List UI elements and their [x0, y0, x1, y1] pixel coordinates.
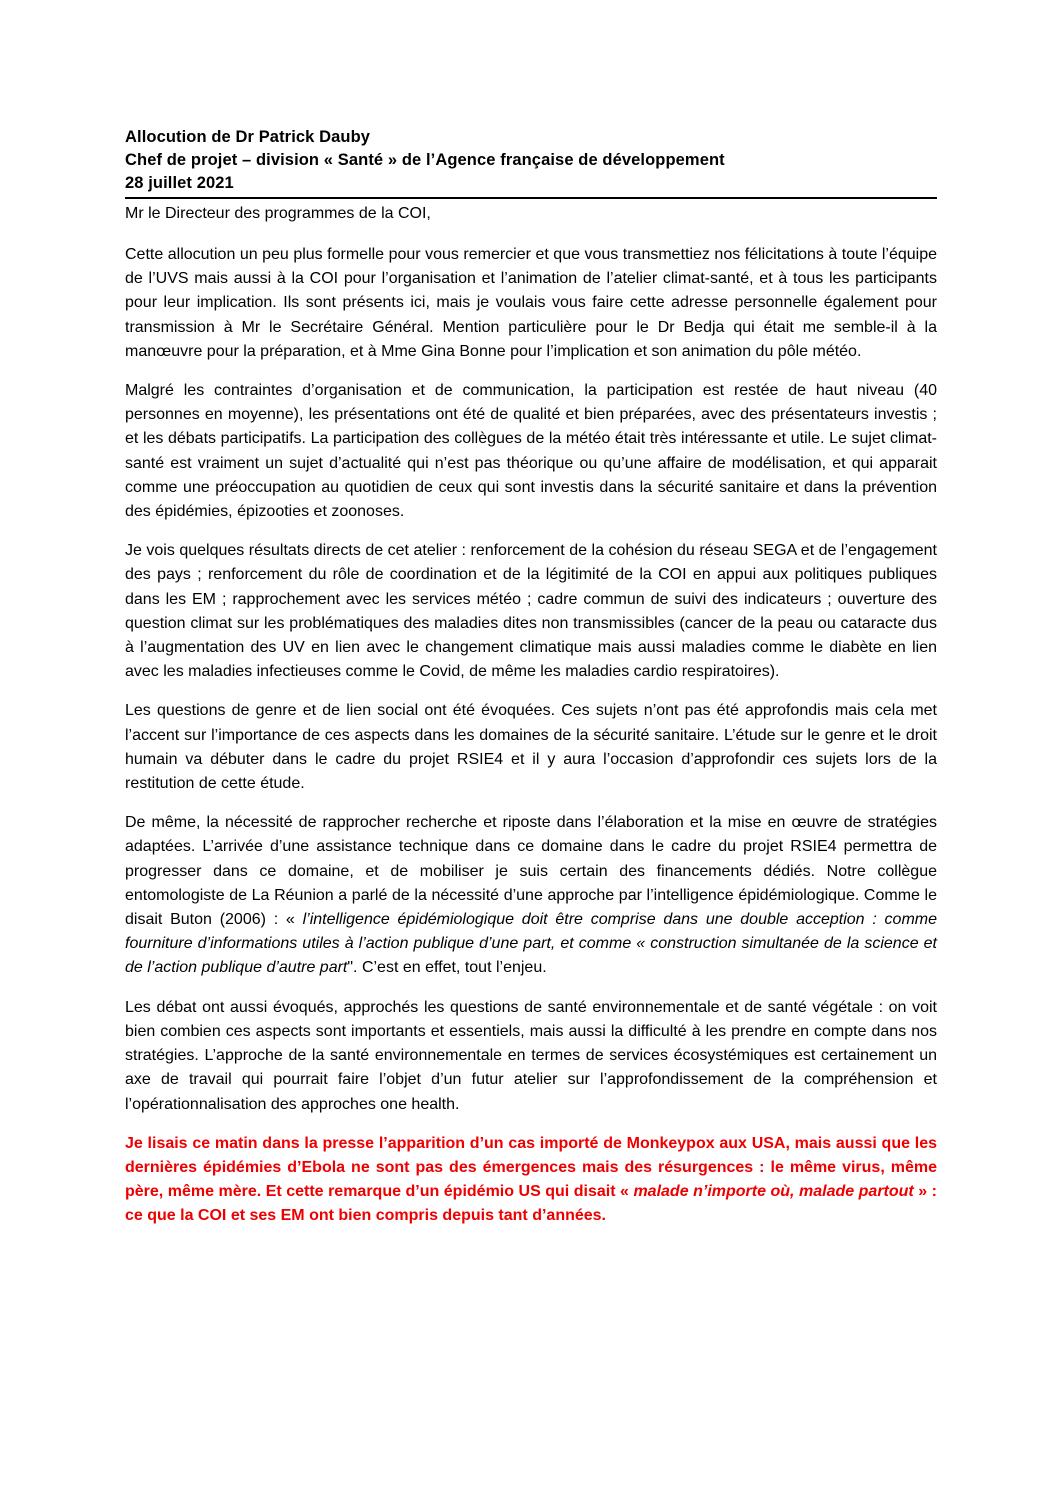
paragraph-genre: Les questions de genre et de lien social ont été évoquées. Ces sujets n’ont pas été approfondis mais cela met l’accent sur l’importance de ces aspects dans les domaines de la sécurité sanitaire. L’étude sur le genre et le droit humain va débuter dans le cadre du projet RSIE4 et il y aura l’occasion d’approfondir ces sujets lors de la restitution de cette étude.: [125, 702, 937, 793]
header-subtitle: Chef de projet – division « Santé » de l’Agence française de développement: [125, 151, 725, 169]
paragraph-results: Je vois quelques résultats directs de cet atelier : renforcement de la cohésion du réseau SEGA et de l’engagement des pays ; renforcement du rôle de coordination et de la légitimité de la COI en appui aux politiques publiques dans les EM ; rapprochement avec les services météo ; cadre commun de suivi des indicateurs ; ouverture des question climat sur les problématiques des maladies dites non transmissibles (cancer de la peau ou cataracte dus à l’augmentation des UV en lien avec le changement climatique mais aussi maladies comme le diabète en lien avec les maladies infectieuses comme le Covid, de même les maladies cardio respiratoires).: [125, 542, 937, 681]
paragraph-monkeypox-red: [125, 1132, 937, 1229]
salutation-line: Mr le Directeur des programmes de la COI,: [125, 205, 431, 222]
paragraph-monkeypox-lead: Je lisais ce matin dans la presse l’apparition d’un cas importé de Monkeypox aux USA, mais aussi que les dernières épidémies d’Ebola ne sont pas des émergences mais des résurgences : le même virus, même père, même mère. Et cette remarque d’un épidémio US qui disait «: [125, 1134, 937, 1201]
paragraph-recherche-lead: De même, la nécessité de rapprocher recherche et riposte dans l’élaboration et la mise en œuvre de stratégies adaptées. L’arrivée d’une assistance technique dans ce domaine dans le cadre du projet RSIE4 permettra de progresser dans ce domaine, et de mobiliser je suis certain des financements dédiés. Notre collègue entomologiste de La Réunion a parlé de la nécessité d’une approche par l’intelligence épidémiologique. Comme le disait Buton (2006) : «: [125, 814, 937, 929]
paragraph-monkeypox-tail: » : ce que la COI et ses EM ont bien compris depuis tant d’années.: [125, 1183, 937, 1225]
paragraph-recherche-tail: ". C’est en effet, tout l’enjeu.: [347, 959, 547, 977]
document-header: [125, 126, 937, 195]
paragraph-recherche: [125, 811, 937, 980]
header-divider: [125, 197, 937, 199]
paragraph-debats: Les débat ont aussi évoqués, approchés les questions de santé environnementale et de santé végétale : on voit bien combien ces aspects sont importants et essentiels, mais aussi la difficulté à les prendre en compte dans nos stratégies. L’approche de la santé environnementale en termes de services écosystémiques est certainement un axe de travail qui pourrait faire l’objet d’un futur atelier sur l’approfondissement de la compréhension et l’opérationnalisation des approches one health.: [125, 998, 937, 1113]
paragraph-monkeypox-quote: malade n’importe où, malade partout: [633, 1183, 914, 1201]
header-date: 28 juillet 2021: [125, 174, 234, 192]
paragraph-participation: Malgré les contraintes d’organisation et de communication, la participation est restée de haut niveau (40 personnes en moyenne), les présentations ont été de qualité et bien préparées, avec des présentateurs investis ; et les débats participatifs. La participation des collègues de la météo était très intéressante et utile. Le sujet climat-santé est vraiment un sujet d’actualité qui n’est pas théorique ou qu’une affaire de modélisation, et qui apparait comme une préoccupation au quotidien de ceux qui sont investis dans la sécurité sanitaire et dans la prévention des épidémies, épizooties et zoonoses.: [125, 382, 937, 521]
header-title: Allocution de Dr Patrick Dauby: [125, 128, 371, 146]
paragraph-thanks: Cette allocution un peu plus formelle pour vous remercier et que vous transmettiez nos félicitations à toute l’équipe de l’UVS mais aussi à la COI pour l’organisation et l’animation de l’atelier climat-santé, et à tous les participants pour leur implication. Ils sont présents ici, mais je voulais vous faire cette adresse personnelle également pour transmission à Mr le Secrétaire Général. Mention particulière pour le Dr Bedja qui était me semble-il à la manœuvre pour la préparation, et à Mme Gina Bonne pour l’implication et son animation du pôle météo.: [125, 246, 937, 360]
paragraph-recherche-quote: l’intelligence épidémiologique doit être comprise dans une double acception : comme fourniture d’informations utiles à l’action publique d’une part, et comme « construction simultanée de la science et de l’action publique d’autre part: [125, 911, 938, 977]
